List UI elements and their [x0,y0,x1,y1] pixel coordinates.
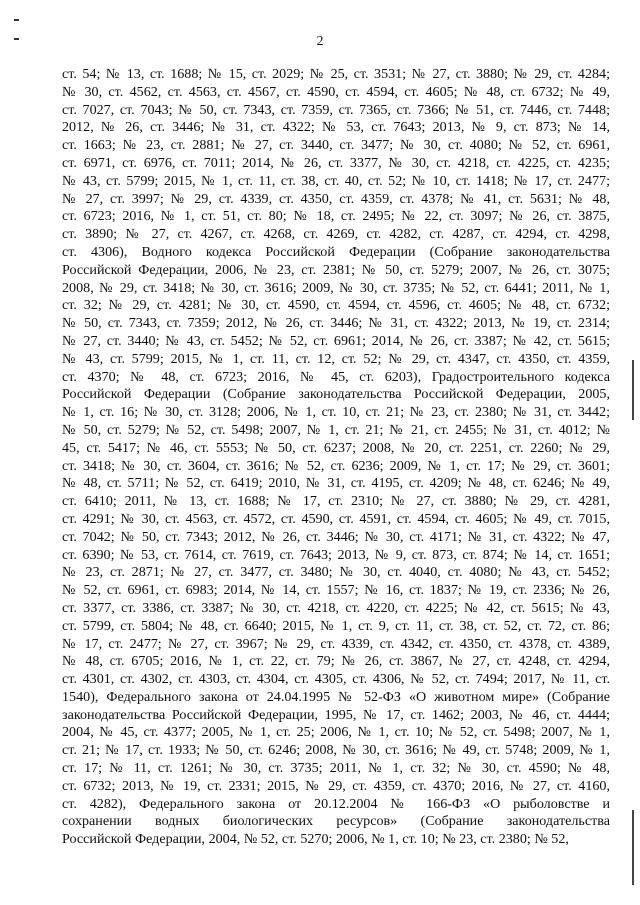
text-line: законодательства Российской Федерации, 1995, № 17, ст. 1462; 2003, № 46, ст. 4444; [62,706,610,723]
text-line: 2008, № 29, ст. 3418; № 30, ст. 3616; 2009, № 30, ст. 3735; № 52, ст. 6441; 2011, № 1, [62,279,610,296]
text-line: № 48, ст. 6705; 2016, № 1, ст. 22, ст. 79; № 26, ст. 3867, № 27, ст. 4248, ст. 4294, [62,653,610,670]
text-line: ст. 4306), Водного кодекса Российской Федерации (Собрание законодательства [62,243,610,260]
text-line: ст. 6390; № 53, ст. 7614, ст. 7619, ст. 7643; 2013, № 9, ст. 873, ст. 874; № 14, ст. 1651; [62,546,610,563]
text-line: 2004, № 45, ст. 4377; 2005, № 1, ст. 25; 2006, № 1, ст. 10; № 52, ст. 5498; 2007, № 1, [62,724,610,741]
scan-mark [14,38,19,40]
text-line: ст. 4291; № 30, ст. 4563, ст. 4572, ст. 4590, ст. 4591, ст. 4594, ст. 4605; № 49, ст. 7015, [62,510,610,527]
text-line: Российской Федерации, 2004, № 52, ст. 5270; 2006, № 1, ст. 10; № 23, ст. 2380; № 52, [62,831,569,848]
text-line: ст. 1663; № 23, ст. 2881; № 27, ст. 3440, ст. 3477; № 30, ст. 4080; № 52, ст. 6961, [62,137,610,154]
text-line: ст. 5799, ст. 5804; № 48, ст. 6640; 2015, № 1, ст. 9, ст. 11, ст. 38, ст. 52, ст. 72, ст. 86; [62,617,610,634]
text-line: ст. 4301, ст. 4302, ст. 4303, ст. 4304, ст. 4305, ст. 4306, № 52, ст. 7494; 2017, № 11, ст. [62,671,610,688]
text-line: № 48, ст. 5711; № 52, ст. 6419; 2010, № 31, ст. 4195, ст. 4209; № 48, ст. 6246; № 49, [62,475,610,492]
text-line: № 50, ст. 5279; № 52, ст. 5498; 2007, № 1, ст. 21; № 21, ст. 2455; № 31, ст. 4012; № [62,421,610,438]
text-line: 45, ст. 5417; № 46, ст. 5553; № 50, ст. 6237; 2008, № 20, ст. 2251, ст. 2260; № 29, [62,439,610,456]
text-line: сохранении водных биологических ресурсов» (Собрание законодательства [62,813,610,830]
text-line: № 27, ст. 3440; № 43, ст. 5452; № 52, ст. 6961; 2014, № 26, ст. 3387; № 42, ст. 5615; [62,332,610,349]
text-line: ст. 6410; 2011, № 13, ст. 1688; № 17, ст. 2310; № 27, ст. 3880; № 29, ст. 4281, [62,493,610,510]
text-line: Российской Федерации, 2006, № 23, ст. 2381; № 50, ст. 5279; 2007, № 26, ст. 3075; [62,261,610,278]
text-line: Российской Федерации (Собрание законодательства Российской Федерации, 2005, [62,386,610,403]
text-line: ст. 3377, ст. 3386, ст. 3387; № 30, ст. 4218, ст. 4220, ст. 4225; № 42, ст. 5615; № 43, [62,599,610,616]
text-line: ст. 21; № 17, ст. 1933; № 50, ст. 6246; 2008, № 30, ст. 3616; № 49, ст. 5748; 2009, № 1, [62,742,610,759]
text-line: ст. 4282), Федерального закона от 20.12.2004 № 166-ФЗ «О рыболовстве и [62,795,610,812]
text-line: ст. 17; № 11, ст. 1261; № 30, ст. 3735; 2011, № 1, ст. 32; № 30, ст. 4590; № 48, [62,760,610,777]
text-line: № 23, ст. 2871; № 27, ст. 3477, ст. 3480; № 30, ст. 4040, ст. 4080; № 43, ст. 5452; [62,564,610,581]
text-line: № 17, ст. 2477; № 27, ст. 3967; № 29, ст. 4339, ст. 4342, ст. 4350, ст. 4378, ст. 4389, [62,635,610,652]
text-line: ст. 4370; № 48, ст. 6723; 2016, № 45, ст. 6203), Градостроительного кодекса [62,368,610,385]
text-line: ст. 3890; № 27, ст. 4267, ст. 4268, ст. 4269, ст. 4282, ст. 4287, ст. 4294, ст. 4298, [62,226,610,243]
text-line: № 30, ст. 4562, ст. 4563, ст. 4567, ст. 4590, ст. 4594, ст. 4605; № 48, ст. 6732; № 49, [62,83,610,100]
text-line: ст. 7027, ст. 7043; № 50, ст. 7343, ст. 7359, ст. 7365, ст. 7366; № 51, ст. 7446, ст. 7448; [62,101,610,118]
text-line: 2012, № 26, ст. 3446; № 31, ст. 4322; № 53, ст. 7643; 2013, № 9, ст. 873; № 14, [62,119,610,136]
text-line: 1540), Федерального закона от 24.04.1995 № 52-ФЗ «О животном мире» (Собрание [62,688,610,705]
text-line: ст. 6723; 2016, № 1, ст. 51, ст. 80; № 18, ст. 2495; № 22, ст. 3097; № 26, ст. 3875, [62,208,610,225]
body-text [62,66,610,849]
scan-edge-mark [632,360,634,420]
text-line: ст. 6732; 2013, № 19, ст. 2331; 2015, № 29, ст. 4359, ст. 4370; 2016, № 27, ст. 4160, [62,777,610,794]
text-line: ст. 6971, ст. 6976, ст. 7011; 2014, № 26, ст. 3377, № 30, ст. 4218, ст. 4225, ст. 4235; [62,154,610,171]
scan-edge-mark [632,810,634,885]
text-line: № 43, ст. 5799; 2015, № 1, ст. 11, ст. 38, ст. 40, ст. 52; № 10, ст. 1418; № 17, ст. 2477; [62,172,610,189]
text-line: № 27, ст. 3997; № 29, ст. 4339, ст. 4350, ст. 4359, ст. 4378; № 41, ст. 5631; № 48, [62,190,610,207]
text-line: № 50, ст. 7343, ст. 7359; 2012, № 26, ст. 3446; № 31, ст. 4322; 2013, № 19, ст. 2314; [62,315,610,332]
text-line: ст. 54; № 13, ст. 1688; № 15, ст. 2029; № 25, ст. 3531; № 27, ст. 3880; № 29, ст. 4284; [62,66,610,82]
text-line: ст. 3418; № 30, ст. 3604, ст. 3616; № 52, ст. 6236; 2009, № 1, ст. 17; № 29, ст. 3601; [62,457,610,474]
text-line: № 52, ст. 6961, ст. 6983; 2014, № 14, ст. 1557; № 16, ст. 1837; № 19, ст. 2336; № 26, [62,582,610,599]
text-line: ст. 32; № 29, ст. 4281; № 30, ст. 4590, ст. 4594, ст. 4596, ст. 4605; № 48, ст. 6732; [62,297,610,314]
page-number: 2 [316,34,324,49]
scan-mark [14,19,19,21]
text-line: № 43, ст. 5799; 2015, № 1, ст. 11, ст. 12, ст. 52; № 29, ст. 4347, ст. 4350, ст. 4359, [62,350,610,367]
text-line: № 1, ст. 16; № 30, ст. 3128; 2006, № 1, ст. 10, ст. 21; № 23, ст. 2380; № 31, ст. 3442; [62,404,610,421]
text-line: ст. 7042; № 50, ст. 7343; 2012, № 26, ст. 3446; № 30, ст. 4171; № 31, ст. 4322; № 47, [62,528,610,545]
